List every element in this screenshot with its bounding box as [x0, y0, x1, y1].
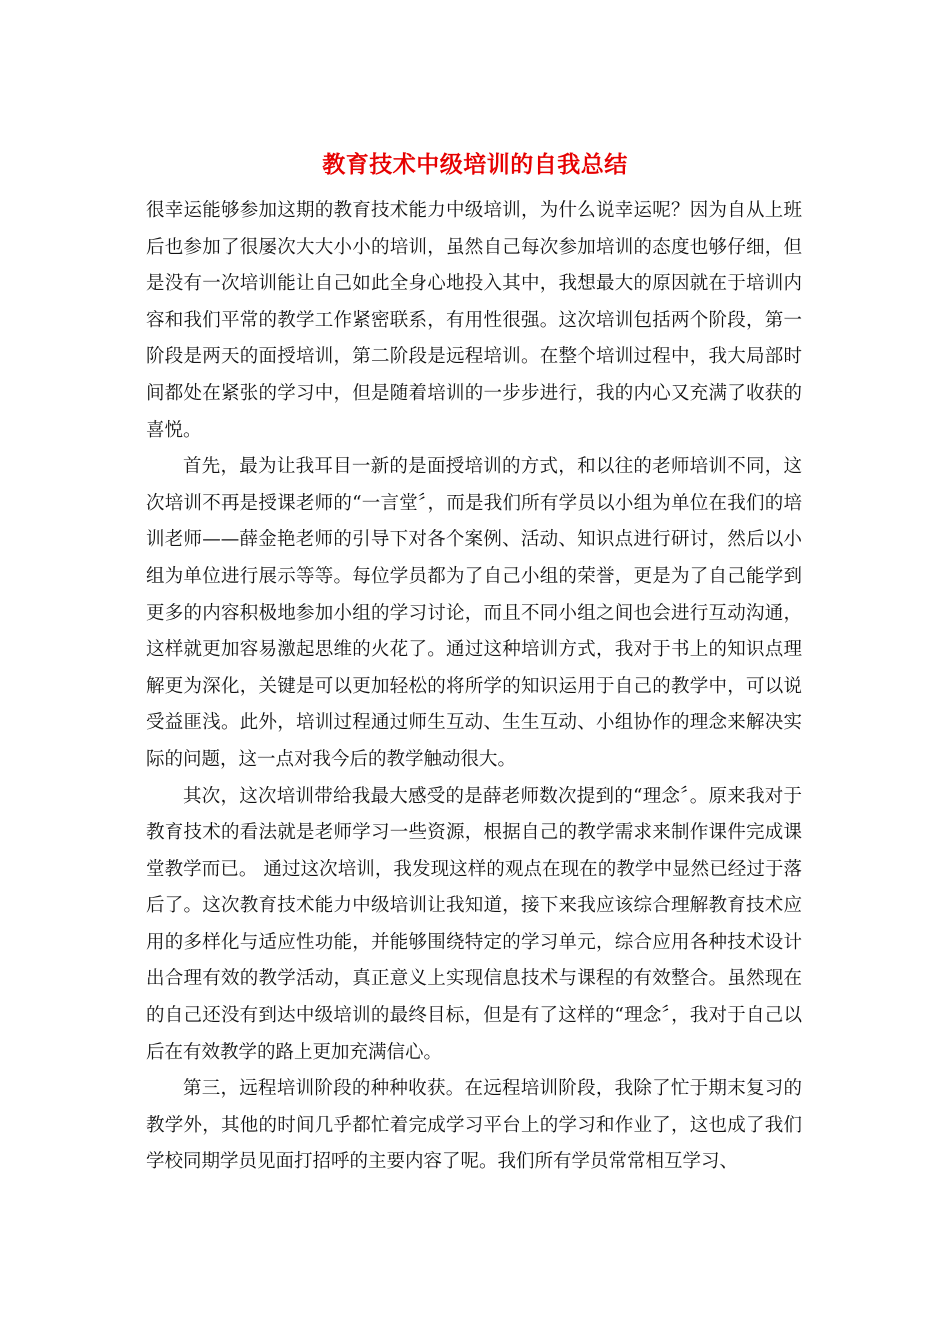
paragraph-first: 首先，最为让我耳目一新的是面授培训的方式，和以往的老师培训不同，这次培训不再是授课老师的“一言堂〞，而是我们所有学员以小组为单位在我们的培训老师——薛金艳老师的引导下对各个案例、活动、知识点进行研讨，然后以小组为单位进行展示等等。每位学员都为了自己小组的荣誉，更是为了自己能学到更多的内容积极地参加小组的学习讨论，而且不同小组之间也会进行互动沟通，这样就更加容易激起思维的火花了。通过这种培训方式，我对于书上的知识点理解更为深化，关键是可以更加轻松的将所学的知识运用于自己的教学中，可以说受益匪浅。此外，培训过程通过师生互动、生生互动、小组协作的理念来解决实际的问题，这一点对我今后的教学触动很大。: [146, 456, 802, 770]
document-body: [146, 193, 802, 1181]
paragraph-intro: 很幸运能够参加这期的教育技术能力中级培训，为什么说幸运呢？因为自从上班后也参加了很屡次大大小小的培训，虽然自己每次参加培训的态度也够仔细，但是没有一次培训能让自己如此全身心地投入其中，我想最大的原因就在于培训内容和我们平常的教学工作紧密联系，有用性很强。这次培训包括两个阶段，第一阶段是两天的面授培训，第二阶段是远程培训。在整个培训过程中，我大局部时间都处在紧张的学习中，但是随着培训的一步步进行，我的内心又充满了收获的喜悦。: [146, 200, 802, 441]
paragraph-second: 其次，这次培训带给我最大感受的是薛老师数次提到的“理念〞。原来我对于教育技术的看法就是老师学习一些资源，根据自己的教学需求来制作课件完成课堂教学而已。 通过这次培训，我发现这样的观点在现在的教学中显然已经过于落后了。这次教育技术能力中级培训让我知道，接下来我应该综合理解教育技术应用的多样化与适应性功能，并能够围绕特定的学习单元，综合应用各种技术设计出合理有效的教学活动，真正意义上实现信息技术与课程的有效整合。虽然现在的自己还没有到达中级培训的最终目标，但是有了这样的“理念〞，我对于自己以后在有效教学的路上更加充满信心。: [146, 785, 802, 1063]
paragraph-third: 第三，远程培训阶段的种种收获。在远程培训阶段，我除了忙于期末复习的教学外，其他的时间几乎都忙着完成学习平台上的学习和作业了，这也成了我们学校同期学员见面打招呼的主要内容了呢。我们所有学员常常相互学习、: [146, 1078, 802, 1173]
document-title: 教育技术中级培训的自我总结: [322, 151, 628, 178]
